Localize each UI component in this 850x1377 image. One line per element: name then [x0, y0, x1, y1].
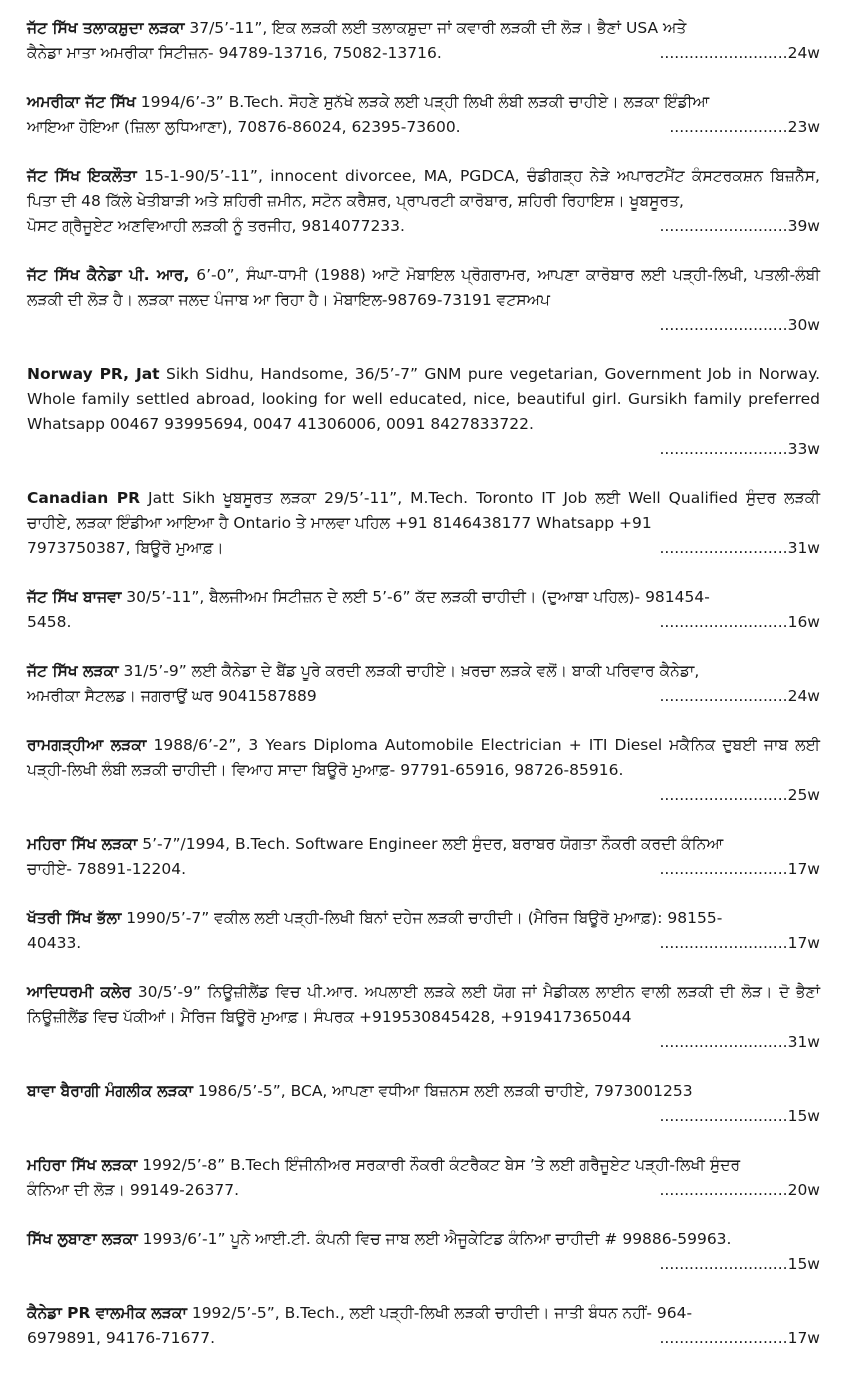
ad-text: [27, 16, 820, 41]
ad-item: [27, 263, 820, 338]
ad-body: 1994/6’-3” B.Tech. ਸੋਹਣੇ ਸੁਨੱਖੇ ਲੜਕੇ ਲਈ ਪੜ੍ਹੀ ਲਿਖੀ ਲੰਬੀ ਲੜਕੀ ਚਾਹੀਏ। ਲੜਕਾ ਇੰਡੀਆ: [135, 93, 710, 111]
ad-body: 1986/5’-5”, BCA, ਆਪਣਾ ਵਧੀਆ ਬਿਜ਼ਨਸ ਲਈ ਲੜਕੀ ਚਾਹੀਏ, 7973001253: [192, 1082, 693, 1100]
ad-heading: Norway PR, Jat: [27, 365, 160, 383]
ad-body: 1992/5’-8” B.Tech ਇੰਜੀਨੀਅਰ ਸਰਕਾਰੀ ਨੌਕਰੀ ਕੰਟਰੈਕਟ ਬੇਸ ’ਤੇ ਲਈ ਗਰੈਜੂਏਟ ਪੜ੍ਹੀ-ਲਿਖੀ ਸੁੰਦਰ: [137, 1156, 741, 1174]
ad-body: 31/5’-9” ਲਈ ਕੈਨੇਡਾ ਦੇ ਬੈਂਡ ਪੂਰੇ ਕਰਦੀ ਲੜਕੀ ਚਾਹੀਏ। ਖ਼ਰਚਾ ਲੜਕੇ ਵਲੋਂ। ਬਾਕੀ ਪਰਿਵਾਰ ਕੈਨੇਡਾ,: [118, 662, 700, 680]
ad-last-text: ਅਮਰੀਕਾ ਸੈਟਲਡ। ਜਗਰਾਉਂ ਘਰ 9041587889: [27, 687, 317, 705]
ad-item: [27, 832, 820, 882]
ad-code: ..........................30w: [659, 316, 820, 334]
ad-last-text: ਚਾਹੀਏ- 78891-12204.: [27, 860, 187, 878]
ad-heading: ਸਿੱਖ ਲੁਬਾਣਾ ਲੜਕਾ: [27, 1230, 138, 1248]
ad-item: [27, 486, 820, 561]
ad-body: 5’-7”/1994, B.Tech. Software Engineer ਲਈ ਸੁੰਦਰ, ਬਰਾਬਰ ਯੋਗਤਾ ਨੌਕਰੀ ਕਰਦੀ ਕੰਨਿਆ: [137, 835, 724, 853]
ad-last-text: ਕੈਨੇਡਾ ਮਾਤਾ ਅਮਰੀਕਾ ਸਿਟੀਜ਼ਨ- 94789-13716, 75082-13716.: [27, 44, 442, 62]
ad-code: ..........................15w: [659, 1255, 820, 1273]
ad-code: ..........................31w: [659, 539, 820, 557]
ad-last-line: [27, 931, 820, 956]
ad-last-line: [27, 1326, 820, 1351]
ad-item: [27, 980, 820, 1055]
ad-heading: ਜੱਟ ਸਿੱਖ ਇਕਲੌਤਾ: [27, 167, 137, 185]
ad-heading: ਜੱਟ ਸਿੱਖ ਲੜਕਾ: [27, 662, 119, 680]
ad-text: [27, 906, 820, 931]
ad-body: 1993/6’-1” ਪੂਨੇ ਆਈ.ਟੀ. ਕੰਪਨੀ ਵਿਚ ਜਾਬ ਲਈ ਐਜੂਕੇਟਿਡ ਕੰਨਿਆ ਚਾਹੀਦੀ # 99886-59963.: [137, 1230, 732, 1248]
ad-code: ..........................31w: [659, 1033, 820, 1051]
ad-text: [27, 733, 820, 783]
ad-last-line: [27, 115, 820, 140]
ad-last-line: [27, 610, 820, 635]
ad-last-text: 6979891, 94176-71677.: [27, 1329, 216, 1347]
ad-code: ..........................39w: [659, 217, 820, 235]
ad-heading: ਖੱਤਰੀ ਸਿੱਖ ਭੱਲਾ: [27, 909, 122, 927]
ad-last-line: [27, 536, 820, 561]
ad-item: [27, 659, 820, 709]
ad-text: [27, 1079, 820, 1104]
ad-body: 30/5’-11”, ਬੈਲਜੀਅਮ ਸਿਟੀਜ਼ਨ ਦੇ ਲਈ 5’-6” ਕੱਦ ਲੜਕੀ ਚਾਹੀਦੀ। (ਦੁਆਬਾ ਪਹਿਲ)- 981454-: [121, 588, 710, 606]
ad-heading: ਮਹਿਰਾ ਸਿੱਖ ਲੜਕਾ: [27, 835, 138, 853]
ad-code: ..........................24w: [659, 44, 820, 62]
ad-code: ..........................25w: [659, 786, 820, 804]
ad-heading: ਜੱਟ ਸਿੱਖ ਕੈਨੇਡਾ ਪੀ. ਆਰ,: [27, 266, 190, 284]
ad-text: [27, 980, 820, 1030]
ad-heading: ਮਹਿਰਾ ਸਿੱਖ ਲੜਕਾ: [27, 1156, 138, 1174]
ad-body: 37/5’-11”, ਇਕ ਲੜਕੀ ਲਈ ਤਲਾਕਸ਼ੁਦਾ ਜਾਂ ਕਵਾਰੀ ਲੜਕੀ ਦੀ ਲੋੜ। ਭੈਣਾਂ USA ਅਤੇ: [184, 19, 687, 37]
ad-text: [27, 585, 820, 610]
ad-last-line: [27, 41, 820, 66]
ad-item: [27, 362, 820, 462]
matrimonial-ads-list: [27, 16, 820, 1351]
ad-last-text: ਆਇਆ ਹੋਇਆ (ਜ਼ਿਲਾ ਲੁਧਿਆਣਾ), 70876-86024, 62395-73600.: [27, 118, 461, 136]
ad-body: 1992/5’-5”, B.Tech., ਲਈ ਪੜ੍ਹੀ-ਲਿਖੀ ਲੜਕੀ ਚਾਹੀਦੀ। ਜਾਤੀ ਬੰਧਨ ਨਹੀਂ- 964-: [186, 1304, 693, 1322]
ad-item: [27, 90, 820, 140]
ad-item: [27, 1227, 820, 1277]
ad-text: [27, 164, 820, 214]
ad-code: ..........................16w: [659, 613, 820, 631]
ad-code: ..........................24w: [659, 687, 820, 705]
ad-item: [27, 906, 820, 956]
ad-text: [27, 263, 820, 313]
ad-code: ..........................15w: [659, 1107, 820, 1125]
ad-heading: ਅਮਰੀਕਾ ਜੱਟ ਸਿੱਖ: [27, 93, 136, 111]
ad-item: [27, 16, 820, 66]
ad-code: ..........................17w: [659, 860, 820, 878]
ad-body: 15-1-90/5’-11”, innocent divorcee, MA, PGDCA, ਚੰਡੀਗੜ੍ਹ ਨੇੜੇ ਅਪਾਰਟਮੈਂਟ ਕੰਸਟਰਕਸ਼ਨ ਬਿਜ਼ਨੈੱਸ, ਪਿਤਾ ਦੀ 48 ਕਿੱਲੇ ਖੇਤੀਬਾੜੀ ਅਤੇ ਸ਼ਹਿਰੀ ਜ਼ਮੀਨ, ਸਟੋਨ ਕਰੈਸ਼ਰ, ਪ੍ਰਾਪਰਟੀ ਕਾਰੋਬਾਰ, ਸ਼ਹਿਰੀ ਰਿਹਾਇਸ਼। ਖੂਬਸੂਰਤ,: [27, 167, 820, 210]
ad-last-text: ਪੋਸਟ ਗ੍ਰੈਜੂਏਟ ਅਣਵਿਆਹੀ ਲੜਕੀ ਨੂੰ ਤਰਜੀਹ, 9814077233.: [27, 217, 405, 235]
ad-text: [27, 1301, 820, 1326]
ad-item: [27, 585, 820, 635]
ad-last-line: [27, 684, 820, 709]
ad-last-text: 5458.: [27, 613, 72, 631]
ad-heading: ਬਾਵਾ ਬੈਰਾਗੀ ਮੰਗਲੀਕ ਲੜਕਾ: [27, 1082, 193, 1100]
ad-text: [27, 90, 820, 115]
ad-code: ..........................20w: [659, 1181, 820, 1199]
ad-item: [27, 164, 820, 239]
ad-code: ..........................33w: [659, 440, 820, 458]
ad-last-line: [27, 1178, 820, 1203]
ad-text: [27, 1153, 820, 1178]
ad-heading: ਜੱਟ ਸਿੱਖ ਬਾਜਵਾ: [27, 588, 122, 606]
ad-text: [27, 486, 820, 536]
ad-heading: ਆਦਿਧਰਮੀ ਕਲੇਰ: [27, 983, 132, 1001]
ad-heading: ਰਾਮਗੜ੍ਹੀਆ ਲੜਕਾ: [27, 736, 147, 754]
ad-item: [27, 1079, 820, 1129]
ad-body: 6’-0”, ਸੰਘਾ-ਧਾਮੀ (1988) ਆਟੋ ਮੋਬਾਇਲ ਪ੍ਰੋਗਰਾਮਰ, ਆਪਣਾ ਕਾਰੋਬਾਰ ਲਈ ਪੜ੍ਹੀ-ਲਿਖੀ, ਪਤਲੀ-ਲੰਬੀ ਲੜਕੀ ਦੀ ਲੋੜ ਹੈ। ਲੜਕਾ ਜਲਦ ਪੰਜਾਬ ਆ ਰਿਹਾ ਹੈ। ਮੋਬਾਇਲ-98769-73191 ਵਟਸਅਪ: [27, 266, 820, 309]
ad-heading: Canadian PR: [27, 489, 140, 507]
ad-heading: ਜੱਟ ਸਿੱਖ ਤਲਾਕਸ਼ੁਦਾ ਲੜਕਾ: [27, 19, 185, 37]
ad-code: ..........................17w: [659, 1329, 820, 1347]
ad-code: ........................23w: [669, 118, 820, 136]
ad-body: 30/5’-9” ਨਿਊਜ਼ੀਲੈਂਡ ਵਿਚ ਪੀ.ਆਰ. ਅਪਲਾਈ ਲੜਕੇ ਲਈ ਯੋਗ ਜਾਂ ਮੈਡੀਕਲ ਲਾਈਨ ਵਾਲੀ ਲੜਕੀ ਦੀ ਲੋੜ। ਦੋ ਭੈਣਾਂ ਨਿਊਜ਼ੀਲੈਂਡ ਵਿਚ ਪੱਕੀਆਂ। ਮੈਰਿਜ ਬਿਊਰੋ ਮੁਆਫ਼। ਸੰਪਰਕ +919530845428, +919417365044: [27, 983, 820, 1026]
ad-text: [27, 1227, 820, 1252]
ad-last-line: [27, 857, 820, 882]
ad-text: [27, 362, 820, 437]
ad-heading: ਕੈਨੇਡਾ PR ਵਾਲਮੀਕ ਲੜਕਾ: [27, 1304, 187, 1322]
ad-last-text: ਕੰਨਿਆ ਦੀ ਲੋੜ। 99149-26377.: [27, 1181, 240, 1199]
ad-body: Sikh Sidhu, Handsome, 36/5’-7” GNM pure vegetarian, Government Job in Norway. Whole family settled abroad, looking for well educated, nice, beautiful girl. Gursikh family preferred Whatsapp 00467 93995694, 0047 41306006, 0091 8427833722.: [27, 365, 821, 433]
ad-body: 1990/5’-7” ਵਕੀਲ ਲਈ ਪੜ੍ਹੀ-ਲਿਖੀ ਬਿਨਾਂ ਦਹੇਜ ਲੜਕੀ ਚਾਹੀਦੀ। (ਮੈਰਿਜ ਬਿਊਰੋ ਮੁਆਫ਼): 98155-: [121, 909, 723, 927]
ad-text: [27, 832, 820, 857]
ad-last-text: 7973750387, ਬਿਊਰੋ ਮੁਆਫ਼।: [27, 539, 224, 557]
ad-body: 1988/6’-2”, 3 Years Diploma Automobile Electrician + ITI Diesel ਮਕੈਨਿਕ ਦੁਬਈ ਜਾਬ ਲਈ ਪੜ੍ਹੀ-ਲਿਖੀ ਲੰਬੀ ਲੜਕੀ ਚਾਹੀਦੀ। ਵਿਆਹ ਸਾਦਾ ਬਿਊਰੋ ਮੁਆਫ਼- 97791-65916, 98726-85916.: [27, 736, 821, 779]
ad-code: ..........................17w: [659, 934, 820, 952]
ad-item: [27, 1153, 820, 1203]
ad-body: Jatt Sikh ਖੂਬਸੂਰਤ ਲੜਕਾ 29/5’-11”, M.Tech. Toronto IT Job ਲਈ Well Qualified ਸੁੰਦਰ ਲੜਕੀ ਚਾਹੀਏ, ਲੜਕਾ ਇੰਡੀਆ ਆਇਆ ਹੈ Ontario ਤੇ ਮਾਲਵਾ ਪਹਿਲ +91 8146438177 Whatsapp +91: [27, 489, 820, 532]
ad-last-text: 40433.: [27, 934, 82, 952]
ad-text: [27, 659, 820, 684]
ad-last-line: [27, 214, 820, 239]
ad-item: [27, 733, 820, 808]
ad-item: [27, 1301, 820, 1351]
